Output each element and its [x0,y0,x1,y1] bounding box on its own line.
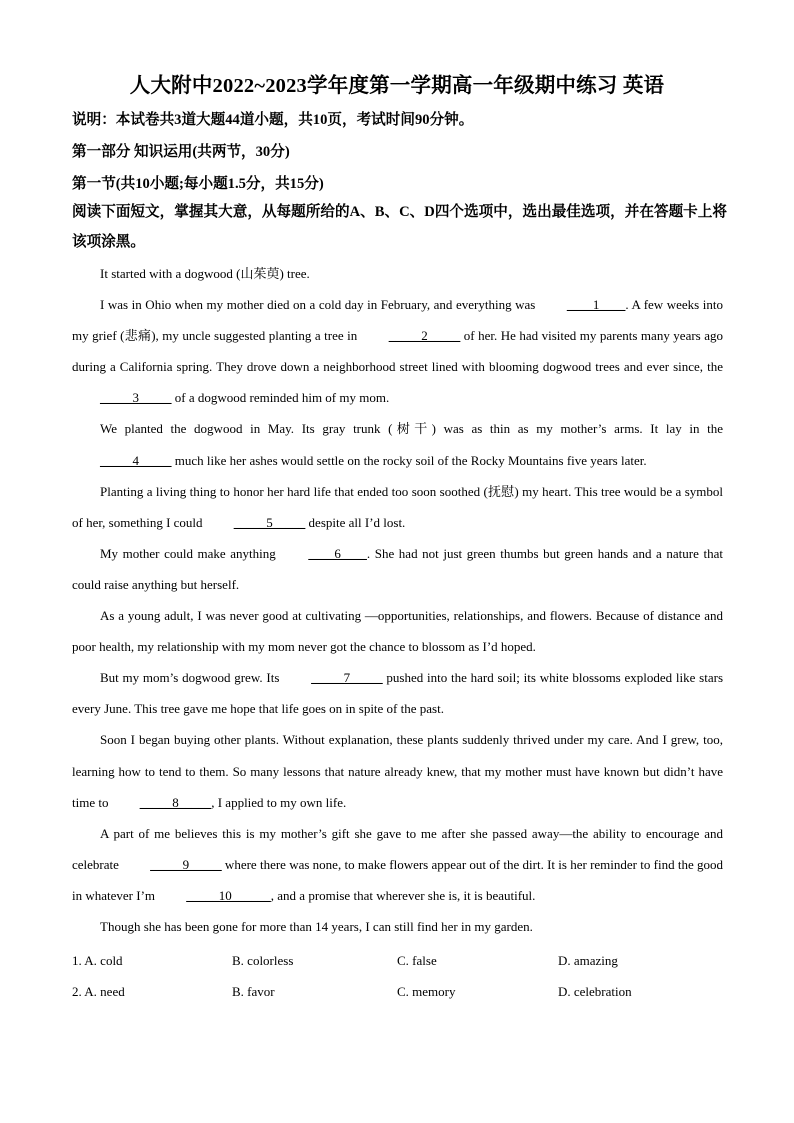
page-title: 人大附中2022~2023学年度第一学期高一年级期中练习 英语 [129,75,665,97]
paragraph-text: My mother could make anything [100,545,281,561]
paragraph-text: , and a promise that wherever she is, it is beautiful. [270,887,536,903]
paragraph-3 [72,413,723,475]
blank-5: _____5_____ [233,514,306,530]
paragraph-5 [72,538,723,600]
option-b: B. colorless [232,953,294,968]
paragraph-text: where there was none, to make flowers appear out of the dirt. It is her reminder to find the good in whatever I’m [72,856,723,903]
blank-6: ____6____ [308,545,367,561]
paragraph-text: But my mom’s dogwood grew. Its [100,670,284,686]
blank-2: _____2_____ [388,328,461,344]
paragraph-2 [72,289,723,413]
paragraph-text: A part of me believes this is my mother’s gift she gave to me after she passed away—the ability to encourage and celebrate [72,825,723,872]
blank-7: _____7_____ [311,670,383,686]
option-a: 2. A. need [72,984,125,999]
paragraph-text: I was in Ohio when my mother died on a cold day in February, and everything was [100,297,539,313]
paragraph-text: Soon I began buying other plants. Without explanation, these plants suddenly thrived under my care. And I grew, too, learning how to tend to them. So many lessons that nature already knew, that my mother must have known but didn’t have time to [72,732,723,810]
paragraph-10 [72,911,723,942]
paragraph-text: pushed into the hard soil; its white blossoms exploded like stars every June. This tree gave me hope that life goes on in spite of the past. [72,670,724,717]
answer-options [72,945,732,1007]
blank-8: _____8_____ [139,794,212,810]
part-heading: 第一部分 知识运用(共两节，30分) [72,144,290,160]
exam-note: 说明：本试卷共3道大题44道小题，共10页，考试时间90分钟。 [72,112,474,128]
paragraph-text: . A few weeks into my grief (悲痛), my uncle suggested planting a tree in [72,297,723,344]
paragraph-text: We planted the dogwood in May. Its gray trunk (树干) was as thin as my mother’s arms. It lay in the [100,421,723,437]
option-c: C. memory [397,984,456,999]
option-d: D. amazing [558,953,618,968]
blank-9: _____9_____ [150,856,222,872]
blank-4: _____4_____ [100,452,172,468]
instruction-text: 阅读下面短文，掌握其大意，从每题所给的A、B、C、D四个选项中，选出最佳选项，并在答题卡上将该项涂黑。 [72,204,727,250]
option-a: 1. A. cold [72,953,123,968]
blank-1: ____1____ [566,297,626,313]
paragraph-7 [72,662,723,724]
question-2-options [72,976,732,1007]
paragraph-1 [72,258,723,289]
paragraph-6 [72,600,723,662]
paragraph-4 [72,476,723,538]
cloze-passage [72,258,723,942]
blank-10: _____10______ [186,887,271,903]
paragraph-text: . She had not just green thumbs but green hands and a nature that could raise anything but herself. [72,545,723,592]
option-b: B. favor [232,984,275,999]
paragraph-text: despite all I’d lost. [305,514,406,530]
paragraph-text: of her. He had visited my parents many years ago during a California spring. They drove down a neighborhood street lined with blooming dogwood trees and ever since, the [72,328,724,375]
paragraph-text: , I applied to my own life. [211,794,347,810]
paragraph-text: much like her ashes would settle on the rocky soil of the Rocky Mountains five years later. [171,452,647,468]
option-d: D. celebration [558,984,632,999]
paragraph-text: Planting a living thing to honor her hard life that ended too soon soothed (抚慰) my heart. This tree would be a symbol of her, something I could [72,483,723,530]
paragraph-text: of a dogwood reminded him of my mom. [171,390,390,406]
paragraph-text: Though she has been gone for more than 14 years, I can still find her in my garden. [100,918,533,934]
question-1-options [72,945,732,976]
option-c: C. false [397,953,437,968]
paragraph-text: As a young adult, I was never good at cultivating —opportunities, relationships, and flowers. Because of distance and poor health, my relationship with my mom never got the chance to blossom as I’d hoped. [72,608,723,655]
paragraph-text: It started with a dogwood (山茱萸) tree. [100,266,310,281]
section-heading: 第一节(共10小题;每小题1.5分，共15分) [72,176,324,192]
blank-3: _____3_____ [100,390,172,406]
paragraph-9 [72,818,723,911]
paragraph-8 [72,724,723,817]
